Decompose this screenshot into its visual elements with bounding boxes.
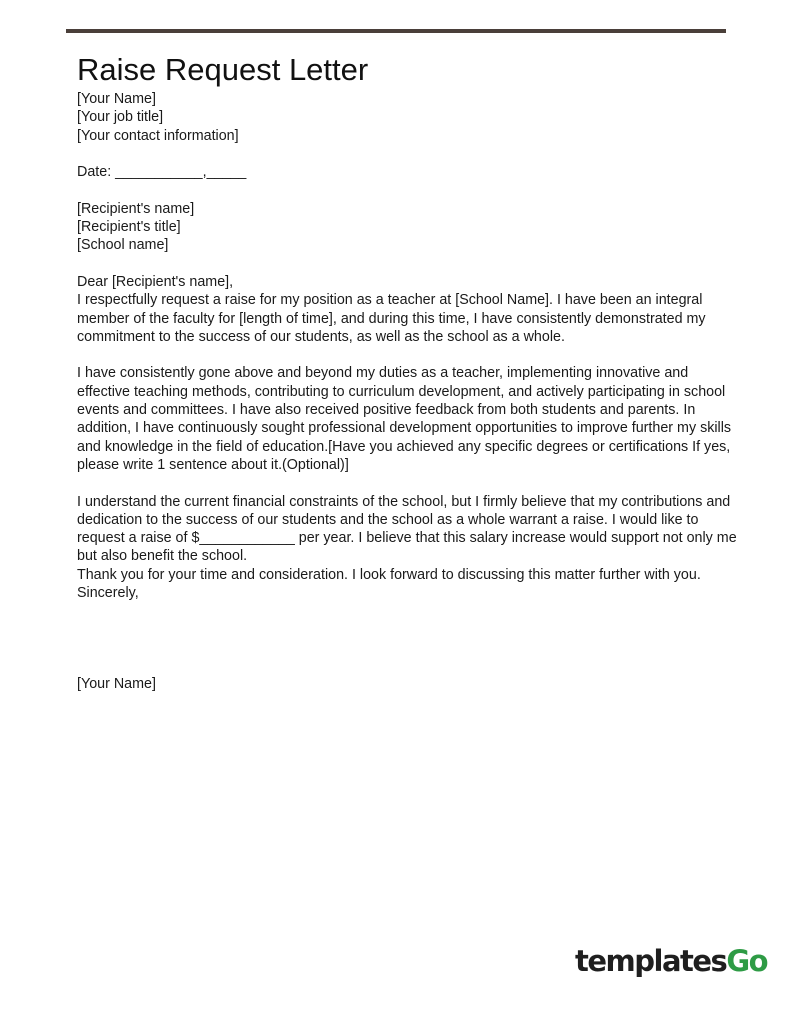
paragraph-request: I respectfully request a raise for my position as a teacher at [School Name]. I have been an integral member of the faculty for [length of time], and during this time, I have consistently demonstrated my commitment to the success of our students, as well as the school as a whole. xyxy=(77,292,706,345)
salutation: Dear [Recipient's name], xyxy=(77,273,234,290)
spacer xyxy=(77,474,737,492)
paragraph-thanks: Thank you for your time and consideration. I look forward to discussing this matter further with you. xyxy=(77,566,701,583)
document-title: Raise Request Letter xyxy=(77,52,369,87)
recipient-name: [Recipient's name] xyxy=(77,200,195,217)
spacer xyxy=(77,145,737,163)
date-line: Date: ___________,_____ xyxy=(77,164,247,181)
header-rule xyxy=(66,29,726,33)
paragraph-raise-amount: I understand the current financial constraints of the school, but I firmly believe that my contributions and dedication to the success of our students and the school as a whole warrant a raise. I would like to request a raise of $____________ per year. I believe that this salary increase would support not only me but also benefit the school. xyxy=(77,493,737,565)
closing: Sincerely, xyxy=(77,585,139,602)
logo-text-go: Go xyxy=(726,944,768,978)
sender-name: [Your Name] xyxy=(77,91,156,107)
sender-job-title: [Your job title] xyxy=(77,109,164,126)
spacer xyxy=(77,181,737,199)
spacer xyxy=(77,346,737,364)
sender-contact: [Your contact information] xyxy=(77,127,239,144)
paragraph-achievements: I have consistently gone above and beyond my duties as a teacher, implementing innovative and effective teaching methods, contributing to curriculum development, and actively participating in school events and committees. I have also received positive feedback from both students and parents. In addition, I have continuously sought professional development opportunities to improve further my skills and knowledge in the field of education.[Have you achieved any specific degrees or certifications If yes, please write 1 sentence about it.(Optional)] xyxy=(77,365,732,473)
signature-space xyxy=(77,602,737,675)
logo-text-templates: templates xyxy=(575,944,727,978)
recipient-school: [School name] xyxy=(77,237,169,254)
letter-body xyxy=(77,90,737,694)
signature-name: [Your Name] xyxy=(77,676,156,693)
recipient-title: [Recipient's title] xyxy=(77,219,181,236)
templatesgo-logo xyxy=(575,943,767,979)
spacer xyxy=(77,255,737,273)
